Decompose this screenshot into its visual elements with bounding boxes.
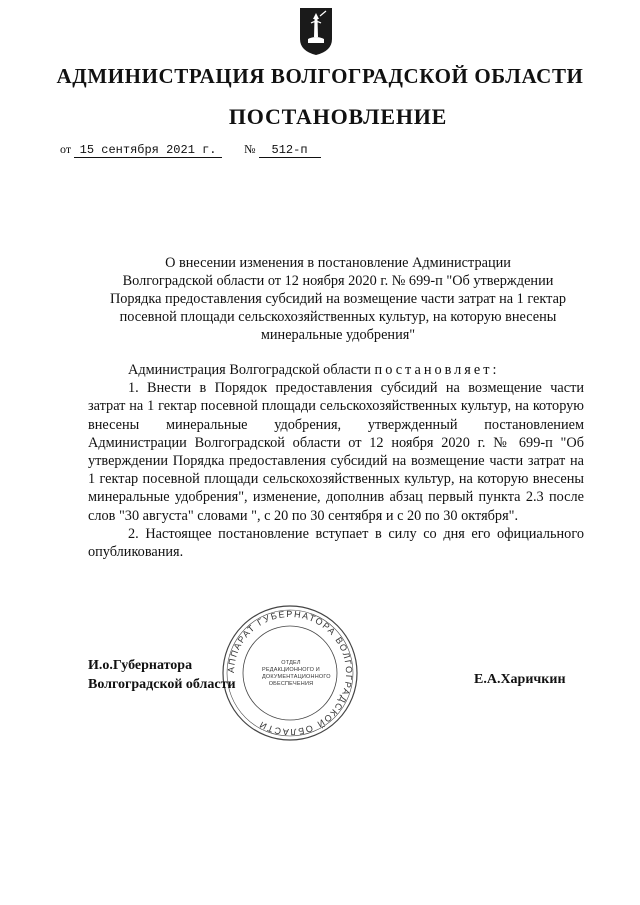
paragraph-2: 2. Настоящее постановление вступает в силу со дня его официального опубликования. (88, 525, 584, 561)
subject-line: Порядка предоставления субсидий на возмещение части затрат на 1 гектар (109, 291, 567, 307)
subject-line: посевной площади сельскохозяйственных культур, на которую внесены (119, 309, 557, 325)
coat-of-arms-icon (297, 5, 335, 57)
number-prefix: № (244, 142, 256, 156)
document-subject (90, 254, 586, 344)
subject-line: минеральные удобрения" (260, 327, 416, 343)
position-line-1: И.о.Губернатора (88, 658, 193, 673)
intro-action: постановляет: (374, 362, 500, 378)
document-date: 15 сентября 2021 г. (74, 143, 222, 158)
document-body (88, 361, 584, 561)
subject-line: Волгоградской области от 12 ноября 2020 г. № 699-п "Об утверждении (122, 273, 554, 289)
date-prefix: от (60, 142, 72, 156)
paragraph-1: 1. Внести в Порядок предоставления субсидий на возмещение части затрат на 1 гектар посевной площади сельскохозяйственных культур, на которую внесены минеральные удобрения, утвержденный постановлением Администрации Волгоградской области от 12 ноября 2020 г. № 699-п "Об утверждении Порядка предоставления субсидий на возмещение части затрат на 1 гектар посевной площади сельскохозяйственных культур, на которую внесены минеральные удобрения", изменение, дополнив абзац первый пункта 2.3 после слов "30 августа" словами ", с 20 по 30 сентября и с 20 по 30 октября". (88, 380, 584, 524)
seal-center-text: ОТДЕЛ РЕДАКЦИОННОГО И ДОКУМЕНТАЦИОННОГО ОБЕСПЕЧЕНИЯ (262, 660, 331, 687)
document-number: 512-п (259, 143, 321, 158)
signatory-position (88, 657, 236, 694)
intro-text: Администрация Волгоградской области (128, 362, 371, 378)
signatory-name: Е.А.Харичкин (474, 672, 566, 687)
seal-ring-text: АППАРАТ ГУБЕРНАТОРА ВОЛГОГРАДСКОЙ ОБЛАСТИ (225, 608, 355, 738)
subject-line: О внесении изменения в постановление Администрации (165, 255, 511, 271)
registration-line (60, 142, 321, 158)
document-type-title: ПОСТАНОВЛЕНИЕ (228, 104, 448, 129)
resolution-intro (128, 361, 584, 379)
organization-title: АДМИНИСТРАЦИЯ ВОЛГОГРАДСКОЙ ОБЛАСТИ (56, 64, 584, 88)
position-line-2: Волгоградской области (88, 676, 236, 692)
